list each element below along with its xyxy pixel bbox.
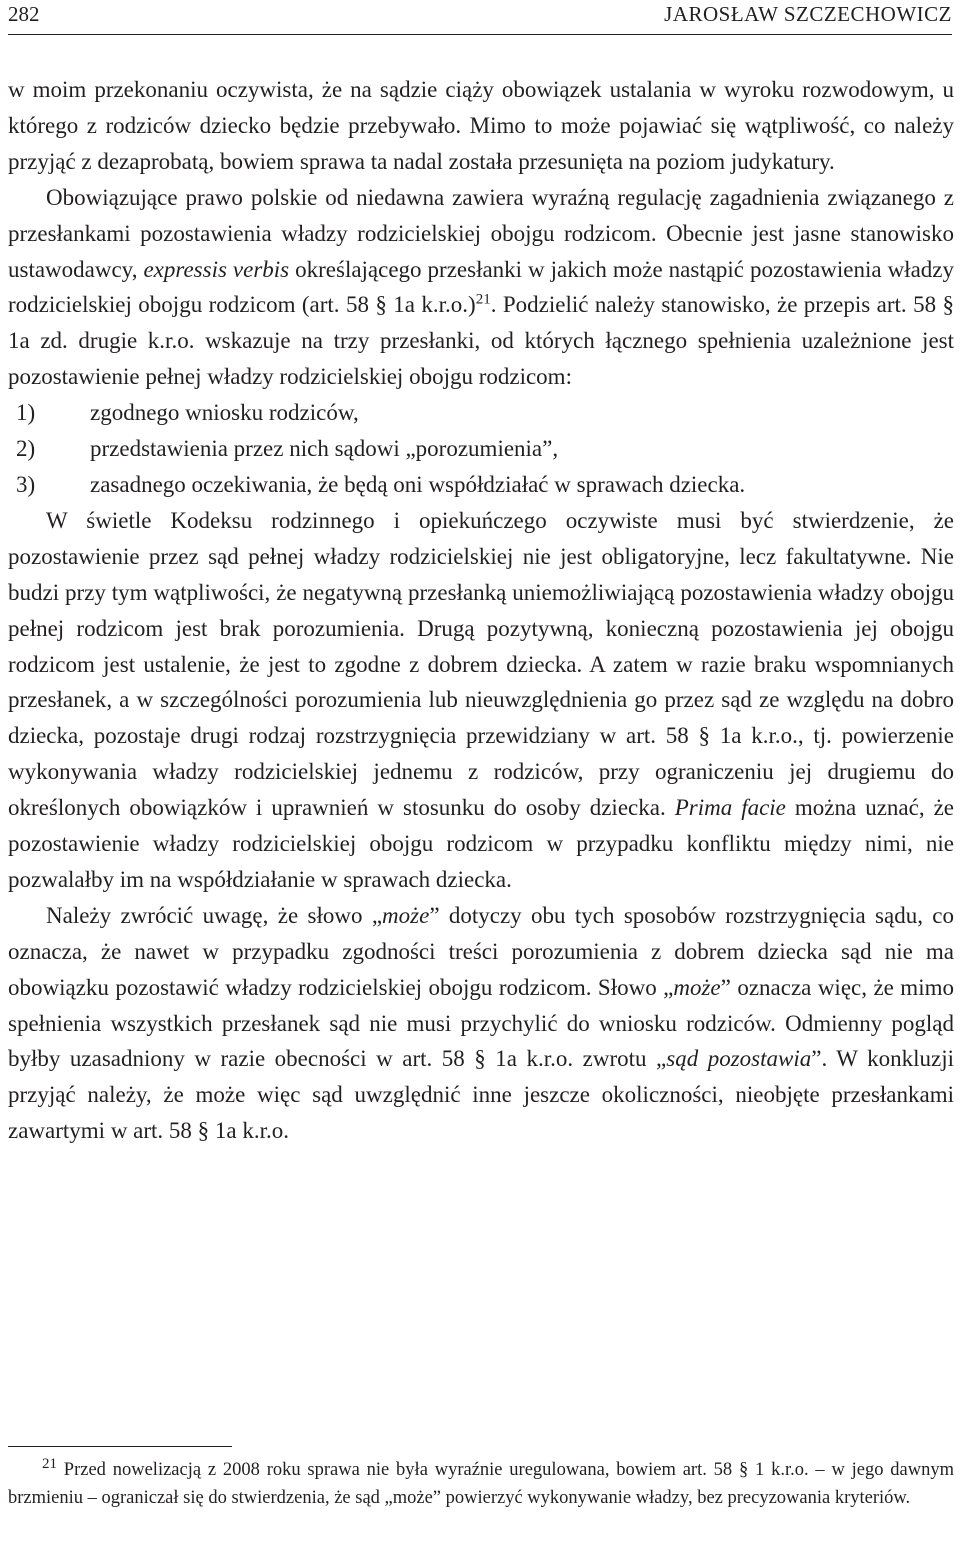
main-text [8,72,954,1149]
footnote-paragraph [8,1456,954,1512]
paragraph-4-text-d: ”. W konkluzji przyjąć należy, że może więc sąd uwzględnić inne jeszcze okoliczności, nieobjęte przesłankami zawartymi w art. 58 § 1a k.r.o. [8,1046,954,1144]
paragraph-4-text-b: ” dotyczy obu tych sposobów rozstrzygnięcia sądu, co oznacza, że nawet w przypadku zgodności treści porozumienia z dobrem dziecka sąd nie ma obowiązku pozostawić władzy rodzicielskiej obojgu rodzicom. Słowo „ [8,902,954,1000]
paragraph-4-text-c: ” oznacza więc, że mimo spełnienia wszystkich przesłanek sąd nie musi przychylić do wniosku rodziców. Odmienny pogląd byłby uzasadniony w razie obecności w art. 58 § 1a k.r.o. zwrotu „ [8,974,954,1072]
running-header [8,0,952,35]
paragraph-3 [8,503,954,898]
paragraph-2-text-c: . Podzielić należy stanowisko, że przepis art. 58 § 1a zd. drugie k.r.o. wskazuje na trzy przesłanki, od których łącznego spełnienia uzależnione jest pozostawienie pełnej władzy rodzicielskiej obojgu rodzicom: [8,292,954,390]
page-number: 282 [8,2,40,26]
paragraph-2-text-a: Obowiązujące prawo polskie od niedawna zawiera wyraźną regulację zagadnienia związanego z przesłankami pozostawienia władzy rodzicielskiej obojgu rodzicom. Obecnie jest jasne stanowisko ustawodawcy, [8,184,954,282]
footnote-text: Przed nowelizacją z 2008 roku sprawa nie była wyraźnie uregulowana, bowiem art. 58 § 1 k.r.o. – w jego dawnym brzmieniu – ograniczał się do stwierdzenia, że sąd „może” powierzyć wykonywanie władzy, bez precyzowania kryteriów. [8,1460,954,1508]
paragraph-4-text-a: Należy zwrócić uwagę, że słowo „ [46,902,383,928]
list-item [8,395,954,431]
italic-sad-pozostawia: sąd pozostawia [666,1046,812,1072]
list-item-number: 2) [16,436,36,462]
paragraph-3-text-a: W świetle Kodeksu rodzinnego i opiekuńczego oczywiste musi być stwierdzenie, że pozostawienie przez sąd pełnej władzy rodzicielskiej nie jest obligatoryjne, lecz fakultatywne. Nie budzi przy tym wątpliwości, że negatywną przesłanką uniemożliwiającą pozostawienia władzy obojgu pełnej rodzicom jest brak porozumienia. Drugą pozytywną, konieczną pozostawienia jej obojgu rodzicom jest ustalenie, że jest to zgodne z dobrem dziecka. A zatem w razie braku wspomnianych przesłanek, a w szczególności porozumienia lub nieuwzględnienia go przez sąd ze względu na dobro dziecka, pozostaje drugi rodzaj rozstrzygnięcia przewidziany w art. 58 § 1a k.r.o., tj. powierzenie wykonywania władzy rodzicielskiej jednemu z rodziców, przy ograniczeniu jej drugiemu do określonych obowiązków i uprawnień w stosunku do osoby dziecka. [8,507,954,821]
expressis-verbis: expressis verbis [143,256,290,282]
paragraph-2 [8,180,954,395]
paragraph-1: w moim przekonaniu oczywista, że na sądzie ciąży obowiązek ustalania w wyroku rozwodowym, u którego z rodziców dziecko będzie przebywało. Mimo to może pojawiać się wątpliwość, co należy przyjąć z dezaprobatą, bowiem sprawa ta nadal została przesunięta na poziom judykatury. [8,77,954,174]
list-item-text: zgodnego wniosku rodziców, [90,400,359,426]
paragraph-3-text-b: można uznać, że pozostawienie władzy rodzicielskiej obojgu rodzicom w przypadku konfliktu między nimi, nie pozwalałby im na współdziałanie w sprawach dziecka. [8,795,954,892]
list-item [8,467,954,503]
list-item-number: 1) [16,400,36,426]
list-item [8,431,954,467]
list-item-text: przedstawienia przez nich sądowi „porozumienia”, [90,436,559,462]
footnote-divider [8,1446,232,1447]
running-head-author: JAROSŁAW SZCZECHOWICZ [664,2,952,26]
footnote-ref-21[interactable]: 21 [475,291,491,308]
prima-facie: Prima facie [674,795,786,821]
paragraph-2-text-b: określającego przesłanki w jakich może nastąpić pozostawienia władzy rodzicielskiej obojgu rodzicom (art. 58 § 1a k.r.o.) [8,256,954,318]
list-item-number: 3) [16,471,36,497]
italic-moze-1: może [382,902,430,928]
italic-moze-2: może [673,974,721,1000]
footnote-21 [8,1456,954,1512]
footnote-number: 21 [42,1455,57,1472]
list-item-text: zasadnego oczekiwania, że będą oni współdziałać w sprawach dziecka. [90,471,746,497]
paragraph-4 [8,898,954,1149]
